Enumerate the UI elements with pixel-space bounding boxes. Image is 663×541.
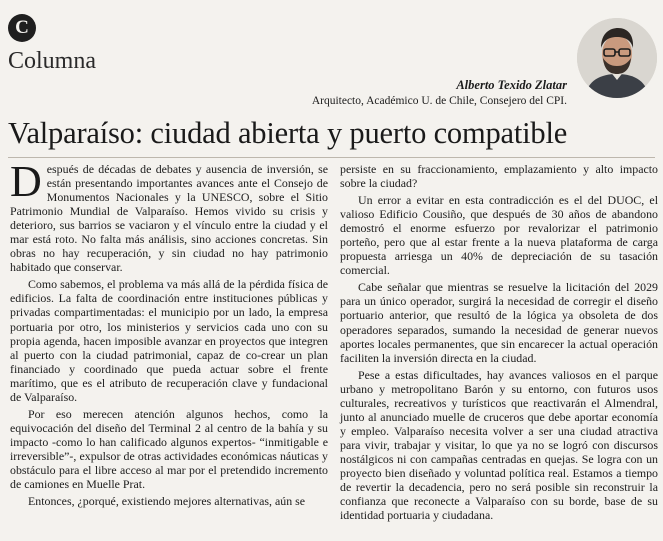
- article-paragraph: persiste en su fraccionamiento, emplazamiento y alto impacto sobre la ciudad?: [340, 162, 658, 191]
- article-paragraph: [10, 157, 328, 275]
- article-paragraph: Por eso merecen atención algunos hechos, como la equivocación del diseño del Terminal 2 al centro de la bahía y su impacto -como lo han calificado algunos expertos- “inmitigable e irreversible”-, expulsor de otras actividades económicas náuticas y obstáculo para el libre acceso al mar por el pretendido incremento de camiones en Muelle Prat.: [10, 406, 328, 492]
- article-column-right: [340, 162, 658, 525]
- article-column-left: [10, 157, 328, 511]
- author-name: Alberto Texido Zlatar: [456, 78, 567, 92]
- article-paragraph: Entonces, ¿porqué, existiendo mejores alternativas, aún se: [28, 494, 306, 509]
- author-photo: [577, 18, 657, 98]
- paragraph-text: espués de décadas de debates y ausencia de inversión, se están presentando importantes avances ante el Consejo de Monumentos Nacionales y la UNESCO, sobre el Sitio Patrimonio Mundial de Valparaíso. Hemos vivido su crisis y deterioro, sus barrios se vaciaron y el vínculo entre la ciudad y el mar está roto. No falta más análisis, sino acciones concretas. Sin obras no hay recuperación, y sin ciudad no hay patrimonio habitado que conservar.: [10, 162, 328, 275]
- article-headline: Valparaíso: ciudad abierta y puerto compatible: [8, 116, 568, 150]
- article-paragraph: Un error a evitar en esta contradicción es el del DUOC, el valioso Edificio Cousiño, que después de 30 años de abandono demostró el enorme esfuerzo por revalorizar el patrimonio porteño, pero que al estar frente a la nueva plataforma de carga propuesta arriesga un 40% de depreciación de su tasación comercial.: [340, 193, 658, 278]
- section-badge: C: [8, 14, 36, 42]
- headline-divider: [8, 157, 655, 158]
- section-label: Columna: [8, 48, 96, 74]
- article-paragraph: Pese a estas dificultades, hay avances valiosos en el parque urbano y metropolitano Barón y su entorno, con futuros usos culturales, recreativos y turísticos que reactivarán el Almendral, junto al anunciado muelle de cruceros que debe aportar economía y empleo. Valparaíso necesita volver a ser una ciudad atractiva para vivir, trabajar y visitar, lo que ya no se logró con discursos nostálgicos ni con campañas centradas en quejas. Se logra con un proyecto bien diseñado y voluntad política real. Estamos a tiempo de revertir la decadencia, pero no será posible sin reconstruir la confianza que reconecte a Valparaíso con su borde, base de su identidad portuaria y ciudadana.: [340, 367, 658, 523]
- article-paragraph: Cabe señalar que mientras se resuelve la licitación del 2029 para un único operador, surgirá la necesidad de corregir el diseño portuario anterior, que resultó de la lógica ya obsoleta de dos operadores separados, sumando la necesidad de generar nuevos aportes locales permanentes, que sin encarecer la actual operación faciliten la inversión directa en la ciudad.: [340, 280, 658, 365]
- drop-cap: D: [10, 157, 42, 206]
- author-portrait-icon: [577, 18, 657, 98]
- article-paragraph: Como sabemos, el problema va más allá de la pérdida física de edificios. La falta de coordinación entre instituciones públicas y privadas compartimentadas: el municipio por un lado, la empresa portuaria por otro, los ministerios y servicios cada uno con su propia agenda, hacen imposible avanzar en proyectos que integren al puerto con la ciudad patrimonial, capaz de co-crear un plan financiado y coordinado que pueda actuar sobre el frente marítimo, que es el atributo de recuperación clave y fundacional de Valparaíso.: [10, 277, 328, 404]
- author-role: Arquitecto, Académico U. de Chile, Consejero del CPI.: [311, 95, 567, 107]
